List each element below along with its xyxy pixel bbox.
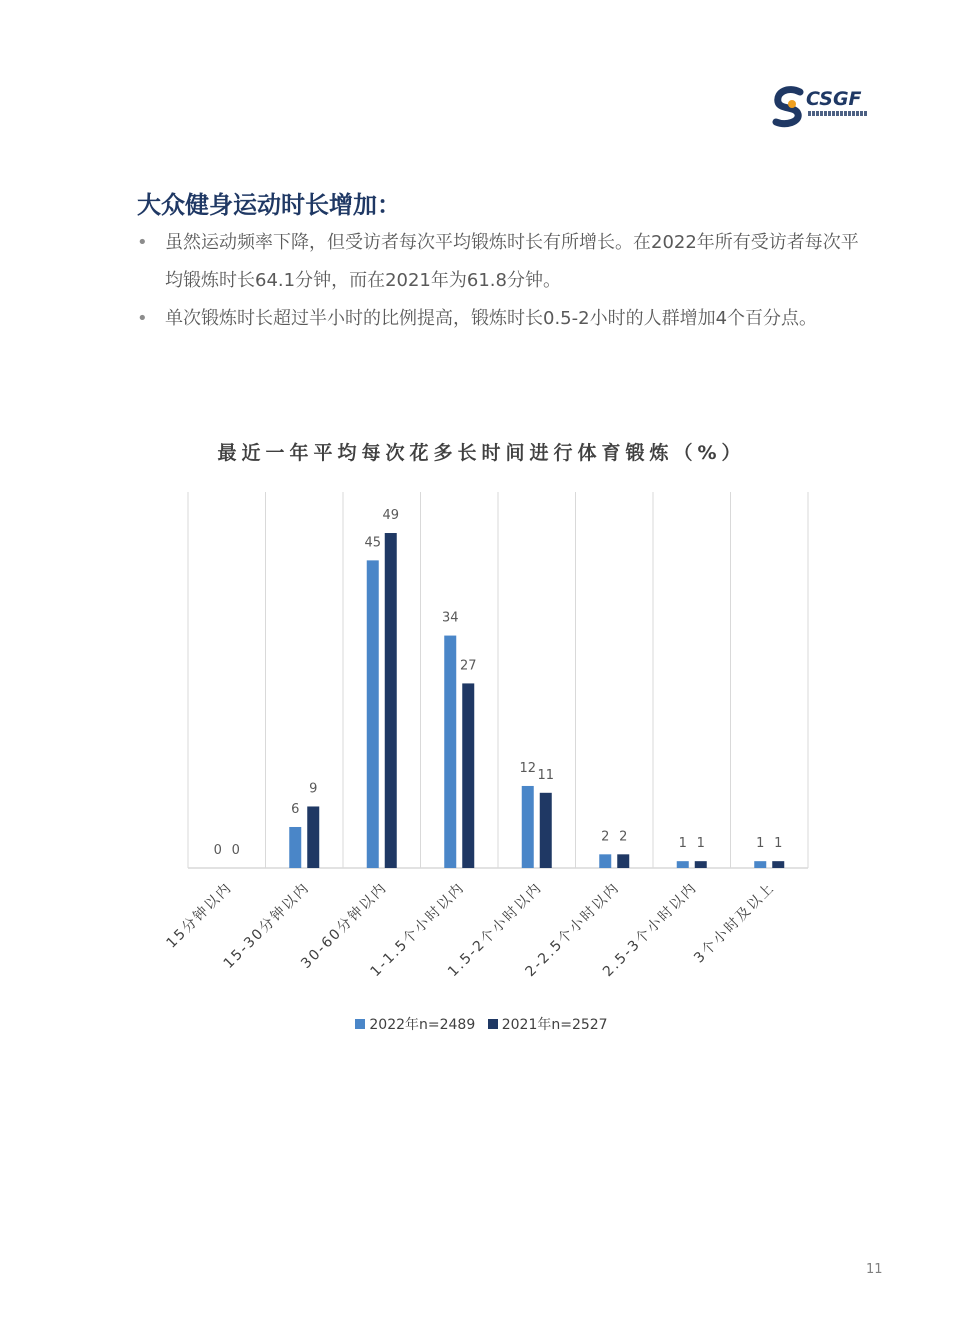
bar-2022 [367,560,379,868]
data-label: 2 [619,829,628,845]
data-label: 49 [382,508,400,524]
data-label: 27 [459,658,477,674]
category-label: 15分钟以内 [163,879,236,952]
data-label: 1 [774,836,783,852]
data-label: 45 [364,535,382,551]
logo-text: CSGF [806,88,862,110]
category-label: 1.5-2个小时以内 [445,879,546,981]
bar-2022 [444,636,456,868]
category-label: 30-60分钟以内 [298,879,391,972]
data-label: 0 [231,843,240,858]
bullet-marker: • [137,308,148,329]
bar-2021 [695,861,707,868]
bullet-text: 虽然运动频率下降，但受访者每次平均锻炼时长有所增长。在2022年所有受访者每次平均锻炼时长64.1分钟，而在2021年为61.8分钟。 [165,232,859,291]
legend-item [488,1014,608,1034]
category-label: 15-30分钟以内 [220,879,314,972]
bar-2021 [772,861,784,868]
category-label: 2.5-3个小时以内 [600,879,701,981]
bar-chart [0,480,963,1000]
bar-2022 [289,827,301,868]
bullet-list [137,224,867,338]
legend-label: 2022年n=2489 [369,1017,476,1033]
chart-legend [0,1014,963,1034]
bullet-item [137,300,867,338]
data-label: 0 [213,843,222,858]
category-label: 3个小时及以上 [691,879,779,967]
data-label: 6 [291,801,300,817]
data-label: 1 [696,836,705,852]
data-label: 1 [756,836,765,852]
logo-mark-icon [772,84,806,128]
data-label: 2 [601,829,610,845]
data-label: 12 [519,760,537,776]
bar-2022 [599,854,611,868]
chart-title: 最近一年平均每次花多长时间进行体育锻炼（%） [217,442,746,464]
csgf-logo [772,84,872,130]
data-label: 1 [678,836,687,852]
bar-2021 [385,533,397,868]
data-label: 11 [537,767,555,783]
data-label: 9 [309,781,318,797]
bar-2021 [617,854,629,868]
category-label: 2-2.5个小时以内 [522,879,624,981]
bar-2021 [307,806,319,868]
bar-2022 [677,861,689,868]
bullet-marker: • [137,232,148,253]
bullet-item [137,224,867,300]
bullet-text: 单次锻炼时长超过半小时的比例提高，锻炼时长0.5-2小时的人群增加4个百分点。 [165,308,818,329]
bar-2021 [540,793,552,868]
legend-label: 2021年n=2527 [501,1017,608,1033]
section-heading: 大众健身运动时长增加： [137,191,401,219]
legend-swatch [355,1019,365,1029]
legend-swatch [488,1019,498,1029]
category-label: 1-1.5个小时以内 [367,879,469,981]
logo-subtext [808,111,868,116]
legend-item [355,1014,475,1034]
data-label: 34 [441,610,459,626]
bar-2021 [462,683,474,868]
bar-2022 [522,786,534,868]
page-number: 11 [866,1262,883,1277]
bar-2022 [754,861,766,868]
